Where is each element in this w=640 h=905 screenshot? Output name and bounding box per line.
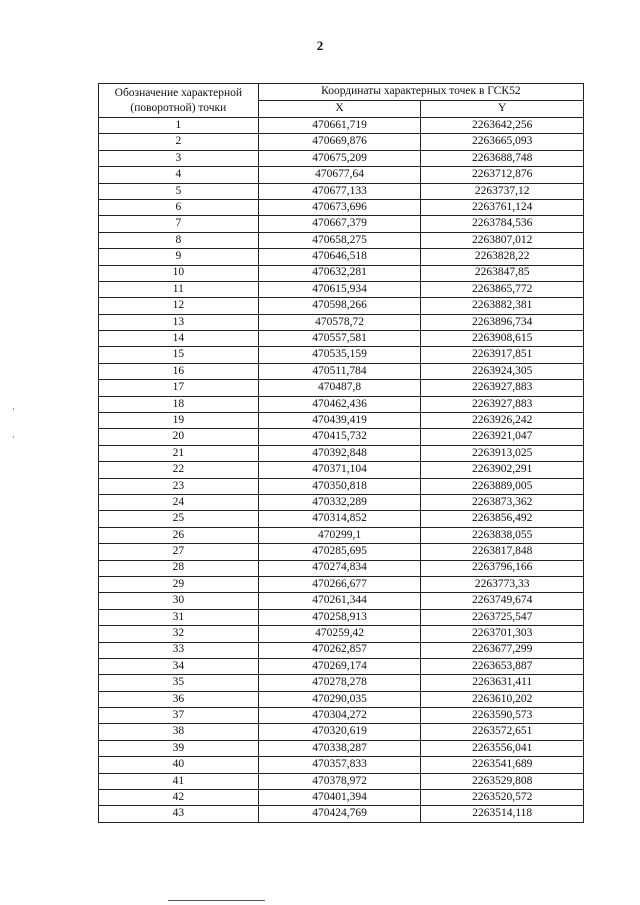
point-number-cell: 11 — [99, 281, 259, 297]
x-coordinate-cell: 470673,696 — [258, 199, 421, 215]
x-coordinate-cell: 470262,857 — [258, 642, 421, 658]
x-coordinate-cell: 470677,64 — [258, 167, 421, 183]
x-coordinate-cell: 470487,8 — [258, 380, 421, 396]
x-coordinate-cell: 470557,581 — [258, 331, 421, 347]
x-coordinate-cell: 470357,833 — [258, 757, 421, 773]
scan-mark — [13, 436, 14, 438]
y-coordinate-cell: 2263807,012 — [421, 232, 584, 248]
x-coordinate-cell: 470261,344 — [258, 593, 421, 609]
table-row — [99, 134, 584, 150]
header-coordinates: Координаты характерных точек в ГСК52 — [258, 84, 583, 101]
x-coordinate-cell: 470332,289 — [258, 494, 421, 510]
x-coordinate-cell: 470646,518 — [258, 249, 421, 265]
x-coordinate-cell: 470258,913 — [258, 609, 421, 625]
point-number-cell: 1 — [99, 118, 259, 134]
x-coordinate-cell: 470462,436 — [258, 396, 421, 412]
table-row — [99, 118, 584, 134]
point-number-cell: 29 — [99, 576, 259, 592]
table-row — [99, 544, 584, 560]
table-row — [99, 281, 584, 297]
x-coordinate-cell: 470424,769 — [258, 806, 421, 822]
y-coordinate-cell: 2263865,772 — [421, 281, 584, 297]
point-number-cell: 24 — [99, 494, 259, 510]
y-coordinate-cell: 2263514,118 — [421, 806, 584, 822]
point-number-cell: 4 — [99, 167, 259, 183]
point-number-cell: 25 — [99, 511, 259, 527]
point-number-cell: 5 — [99, 183, 259, 199]
table-row — [99, 396, 584, 412]
x-coordinate-cell: 470338,287 — [258, 740, 421, 756]
y-coordinate-cell: 2263572,651 — [421, 724, 584, 740]
table-row — [99, 314, 584, 330]
point-number-cell: 27 — [99, 544, 259, 560]
point-number-cell: 10 — [99, 265, 259, 281]
x-coordinate-cell: 470304,272 — [258, 708, 421, 724]
y-coordinate-cell: 2263882,381 — [421, 298, 584, 314]
table-row — [99, 790, 584, 806]
point-number-cell: 2 — [99, 134, 259, 150]
y-coordinate-cell: 2263773,33 — [421, 576, 584, 592]
x-coordinate-cell: 470615,934 — [258, 281, 421, 297]
point-number-cell: 30 — [99, 593, 259, 609]
point-number-cell: 42 — [99, 790, 259, 806]
x-coordinate-cell: 470285,695 — [258, 544, 421, 560]
y-coordinate-cell: 2263838,055 — [421, 527, 584, 543]
y-coordinate-cell: 2263927,883 — [421, 380, 584, 396]
table-header — [99, 84, 584, 118]
table-row — [99, 232, 584, 248]
coordinates-table — [98, 83, 584, 823]
y-coordinate-cell: 2263712,876 — [421, 167, 584, 183]
x-coordinate-cell: 470677,133 — [258, 183, 421, 199]
point-number-cell: 17 — [99, 380, 259, 396]
x-coordinate-cell: 470320,619 — [258, 724, 421, 740]
table-row — [99, 167, 584, 183]
y-coordinate-cell: 2263665,093 — [421, 134, 584, 150]
table-row — [99, 413, 584, 429]
table-row — [99, 199, 584, 215]
point-number-cell: 36 — [99, 691, 259, 707]
x-coordinate-cell: 470371,104 — [258, 462, 421, 478]
y-coordinate-cell: 2263828,22 — [421, 249, 584, 265]
y-coordinate-cell: 2263631,411 — [421, 675, 584, 691]
page-number: 2 — [316, 38, 324, 53]
point-number-cell: 40 — [99, 757, 259, 773]
x-coordinate-cell: 470401,394 — [258, 790, 421, 806]
table-row — [99, 216, 584, 232]
header-y: Y — [421, 101, 584, 118]
table-row — [99, 265, 584, 281]
table-row — [99, 527, 584, 543]
x-coordinate-cell: 470274,834 — [258, 560, 421, 576]
table-row — [99, 363, 584, 379]
point-number-cell: 28 — [99, 560, 259, 576]
table-row — [99, 429, 584, 445]
point-number-cell: 13 — [99, 314, 259, 330]
point-number-cell: 38 — [99, 724, 259, 740]
table-row — [99, 740, 584, 756]
point-number-cell: 12 — [99, 298, 259, 314]
point-number-cell: 41 — [99, 773, 259, 789]
y-coordinate-cell: 2263737,12 — [421, 183, 584, 199]
y-coordinate-cell: 2263873,362 — [421, 494, 584, 510]
y-coordinate-cell: 2263902,291 — [421, 462, 584, 478]
y-coordinate-cell: 2263653,887 — [421, 658, 584, 674]
table-row — [99, 560, 584, 576]
point-number-cell: 31 — [99, 609, 259, 625]
footer-rule — [168, 900, 265, 901]
y-coordinate-cell: 2263784,536 — [421, 216, 584, 232]
x-coordinate-cell: 470392,848 — [258, 445, 421, 461]
y-coordinate-cell: 2263761,124 — [421, 199, 584, 215]
y-coordinate-cell: 2263529,808 — [421, 773, 584, 789]
table-row — [99, 724, 584, 740]
point-number-cell: 19 — [99, 413, 259, 429]
point-number-cell: 16 — [99, 363, 259, 379]
x-coordinate-cell: 470299,1 — [258, 527, 421, 543]
y-coordinate-cell: 2263688,748 — [421, 150, 584, 166]
point-number-cell: 21 — [99, 445, 259, 461]
point-number-cell: 35 — [99, 675, 259, 691]
point-number-cell: 7 — [99, 216, 259, 232]
y-coordinate-cell: 2263541,689 — [421, 757, 584, 773]
y-coordinate-cell: 2263917,851 — [421, 347, 584, 363]
table-row — [99, 150, 584, 166]
x-coordinate-cell: 470269,174 — [258, 658, 421, 674]
point-number-cell: 15 — [99, 347, 259, 363]
y-coordinate-cell: 2263677,299 — [421, 642, 584, 658]
x-coordinate-cell: 470658,275 — [258, 232, 421, 248]
y-coordinate-cell: 2263520,572 — [421, 790, 584, 806]
table-row — [99, 494, 584, 510]
header-point-designation: Обозначение характерной (поворотной) точки — [99, 84, 259, 118]
scan-mark — [13, 408, 14, 410]
table-row — [99, 331, 584, 347]
y-coordinate-cell: 2263856,492 — [421, 511, 584, 527]
table-row — [99, 691, 584, 707]
table-row — [99, 445, 584, 461]
table-row — [99, 773, 584, 789]
header-x: X — [258, 101, 421, 118]
y-coordinate-cell: 2263610,202 — [421, 691, 584, 707]
point-number-cell: 8 — [99, 232, 259, 248]
point-number-cell: 33 — [99, 642, 259, 658]
table-row — [99, 675, 584, 691]
y-coordinate-cell: 2263749,674 — [421, 593, 584, 609]
table-row — [99, 658, 584, 674]
table-row — [99, 298, 584, 314]
y-coordinate-cell: 2263889,005 — [421, 478, 584, 494]
y-coordinate-cell: 2263590,573 — [421, 708, 584, 724]
table-row — [99, 249, 584, 265]
table-row — [99, 347, 584, 363]
point-number-cell: 34 — [99, 658, 259, 674]
point-number-cell: 18 — [99, 396, 259, 412]
table-row — [99, 609, 584, 625]
y-coordinate-cell: 2263908,615 — [421, 331, 584, 347]
y-coordinate-cell: 2263927,883 — [421, 396, 584, 412]
table-row — [99, 576, 584, 592]
x-coordinate-cell: 470278,278 — [258, 675, 421, 691]
y-coordinate-cell: 2263796,166 — [421, 560, 584, 576]
x-coordinate-cell: 470350,818 — [258, 478, 421, 494]
x-coordinate-cell: 470439,419 — [258, 413, 421, 429]
y-coordinate-cell: 2263701,303 — [421, 626, 584, 642]
table-row — [99, 478, 584, 494]
x-coordinate-cell: 470598,266 — [258, 298, 421, 314]
table-row — [99, 708, 584, 724]
table-row — [99, 626, 584, 642]
y-coordinate-cell: 2263556,041 — [421, 740, 584, 756]
y-coordinate-cell: 2263921,047 — [421, 429, 584, 445]
x-coordinate-cell: 470669,876 — [258, 134, 421, 150]
table-row — [99, 511, 584, 527]
y-coordinate-cell: 2263817,848 — [421, 544, 584, 560]
x-coordinate-cell: 470511,784 — [258, 363, 421, 379]
table-row — [99, 380, 584, 396]
table-row — [99, 593, 584, 609]
point-number-cell: 3 — [99, 150, 259, 166]
table-row — [99, 642, 584, 658]
point-number-cell: 6 — [99, 199, 259, 215]
x-coordinate-cell: 470378,972 — [258, 773, 421, 789]
x-coordinate-cell: 470667,379 — [258, 216, 421, 232]
point-number-cell: 23 — [99, 478, 259, 494]
table-row — [99, 183, 584, 199]
table-row — [99, 462, 584, 478]
y-coordinate-cell: 2263847,85 — [421, 265, 584, 281]
point-number-cell: 39 — [99, 740, 259, 756]
x-coordinate-cell: 470259,42 — [258, 626, 421, 642]
point-number-cell: 20 — [99, 429, 259, 445]
table-row — [99, 757, 584, 773]
point-number-cell: 9 — [99, 249, 259, 265]
point-number-cell: 43 — [99, 806, 259, 822]
y-coordinate-cell: 2263896,734 — [421, 314, 584, 330]
table-body — [99, 118, 584, 823]
x-coordinate-cell: 470266,677 — [258, 576, 421, 592]
table-row — [99, 806, 584, 822]
x-coordinate-cell: 470661,719 — [258, 118, 421, 134]
y-coordinate-cell: 2263926,242 — [421, 413, 584, 429]
x-coordinate-cell: 470632,281 — [258, 265, 421, 281]
y-coordinate-cell: 2263725,547 — [421, 609, 584, 625]
point-number-cell: 37 — [99, 708, 259, 724]
point-number-cell: 14 — [99, 331, 259, 347]
x-coordinate-cell: 470535,159 — [258, 347, 421, 363]
point-number-cell: 32 — [99, 626, 259, 642]
point-number-cell: 26 — [99, 527, 259, 543]
y-coordinate-cell: 2263913,025 — [421, 445, 584, 461]
x-coordinate-cell: 470578,72 — [258, 314, 421, 330]
x-coordinate-cell: 470415,732 — [258, 429, 421, 445]
y-coordinate-cell: 2263642,256 — [421, 118, 584, 134]
y-coordinate-cell: 2263924,305 — [421, 363, 584, 379]
point-number-cell: 22 — [99, 462, 259, 478]
x-coordinate-cell: 470290,035 — [258, 691, 421, 707]
x-coordinate-cell: 470314,852 — [258, 511, 421, 527]
x-coordinate-cell: 470675,209 — [258, 150, 421, 166]
